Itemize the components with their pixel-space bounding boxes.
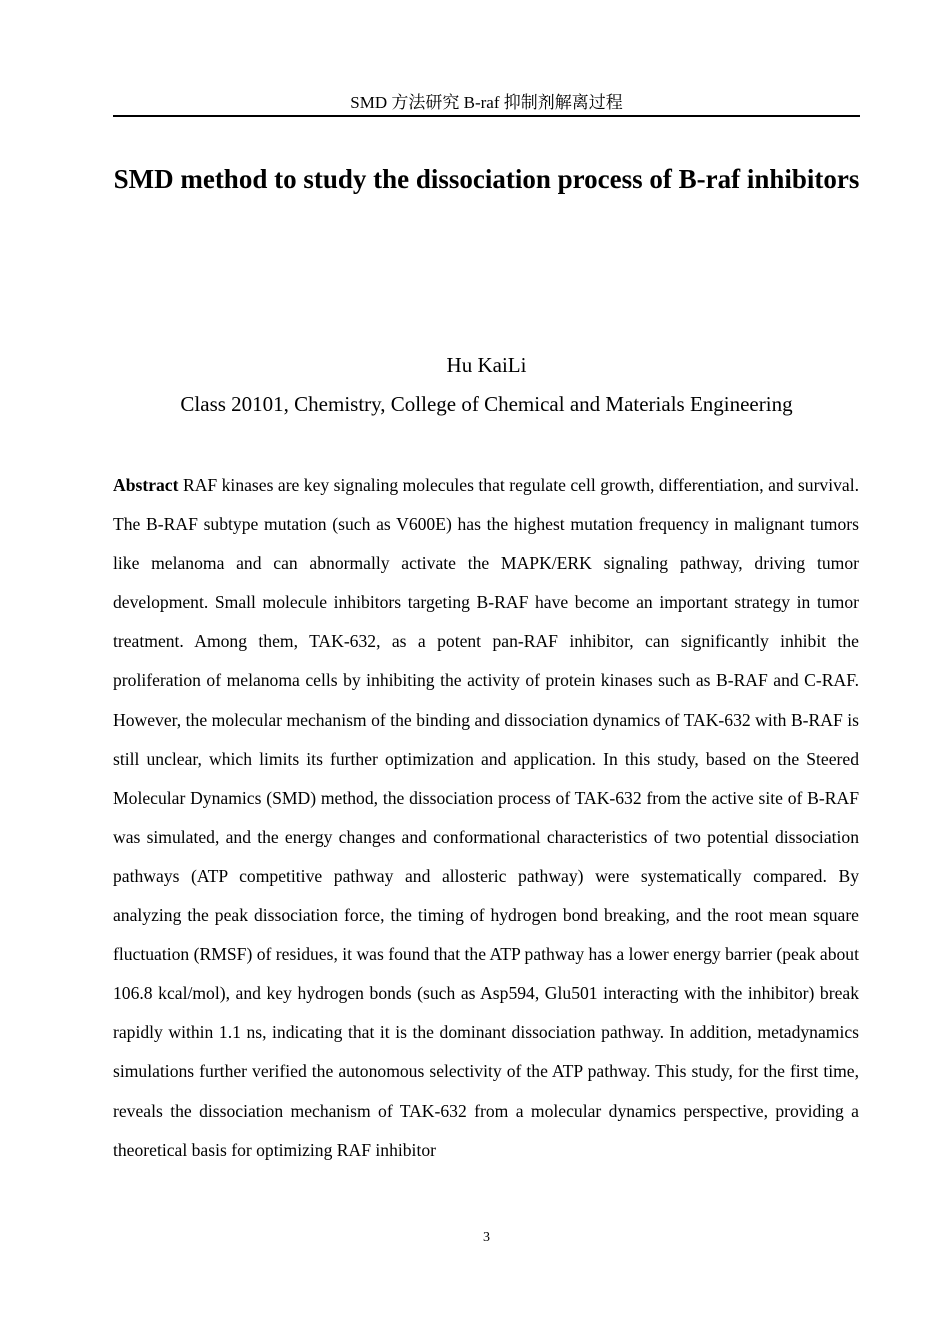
- abstract-paragraph: [113, 466, 859, 1170]
- abstract-text: RAF kinases are key signaling molecules that regulate cell growth, differentiation, and survival. The B-RAF subtype mutation (such as V600E) has the highest mutation frequency in malignant tumors like melanoma and can abnormally activate the MAPK/ERK signaling pathway, driving tumor development. Small molecule inhibitors targeting B-RAF have become an important strategy in tumor treatment. Among them, TAK-632, as a potent pan-RAF inhibitor, can significantly inhibit the proliferation of melanoma cells by inhibiting the activity of protein kinases such as B-RAF and C-RAF. However, the molecular mechanism of the binding and dissociation dynamics of TAK-632 with B-RAF is still unclear, which limits its further optimization and application. In this study, based on the Steered Molecular Dynamics (SMD) method, the dissociation process of TAK-632 from the active site of B-RAF was simulated, and the energy changes and conformational characteristics of two potential dissociation pathways (ATP competitive pathway and allosteric pathway) were systematically compared. By analyzing the peak dissociation force, the timing of hydrogen bond breaking, and the root mean square fluctuation (RMSF) of residues, it was found that the ATP pathway has a lower energy barrier (peak about 106.8 kcal/mol), and key hydrogen bonds (such as Asp594, Glu501 interacting with the inhibitor) break rapidly within 1.1 ns, indicating that it is the dominant dissociation pathway. In addition, metadynamics simulations further verified the autonomous selectivity of the ATP pathway. This study, for the first time, reveals the dissociation mechanism of TAK-632 from a molecular dynamics perspective, providing a theoretical basis for optimizing RAF inhibitor: [113, 475, 859, 1160]
- paper-title: SMD method to study the dissociation process of B-raf inhibitors: [113, 164, 860, 194]
- author-name: Hu KaiLi: [446, 353, 527, 377]
- author-affiliation: Class 20101, Chemistry, College of Chemical and Materials Engineering: [180, 392, 793, 416]
- running-header: SMD 方法研究 B-raf 抑制剂解离过程: [350, 93, 623, 112]
- header-rule: [113, 115, 860, 117]
- page-number: 3: [483, 1230, 490, 1245]
- abstract-label: Abstract: [113, 475, 179, 495]
